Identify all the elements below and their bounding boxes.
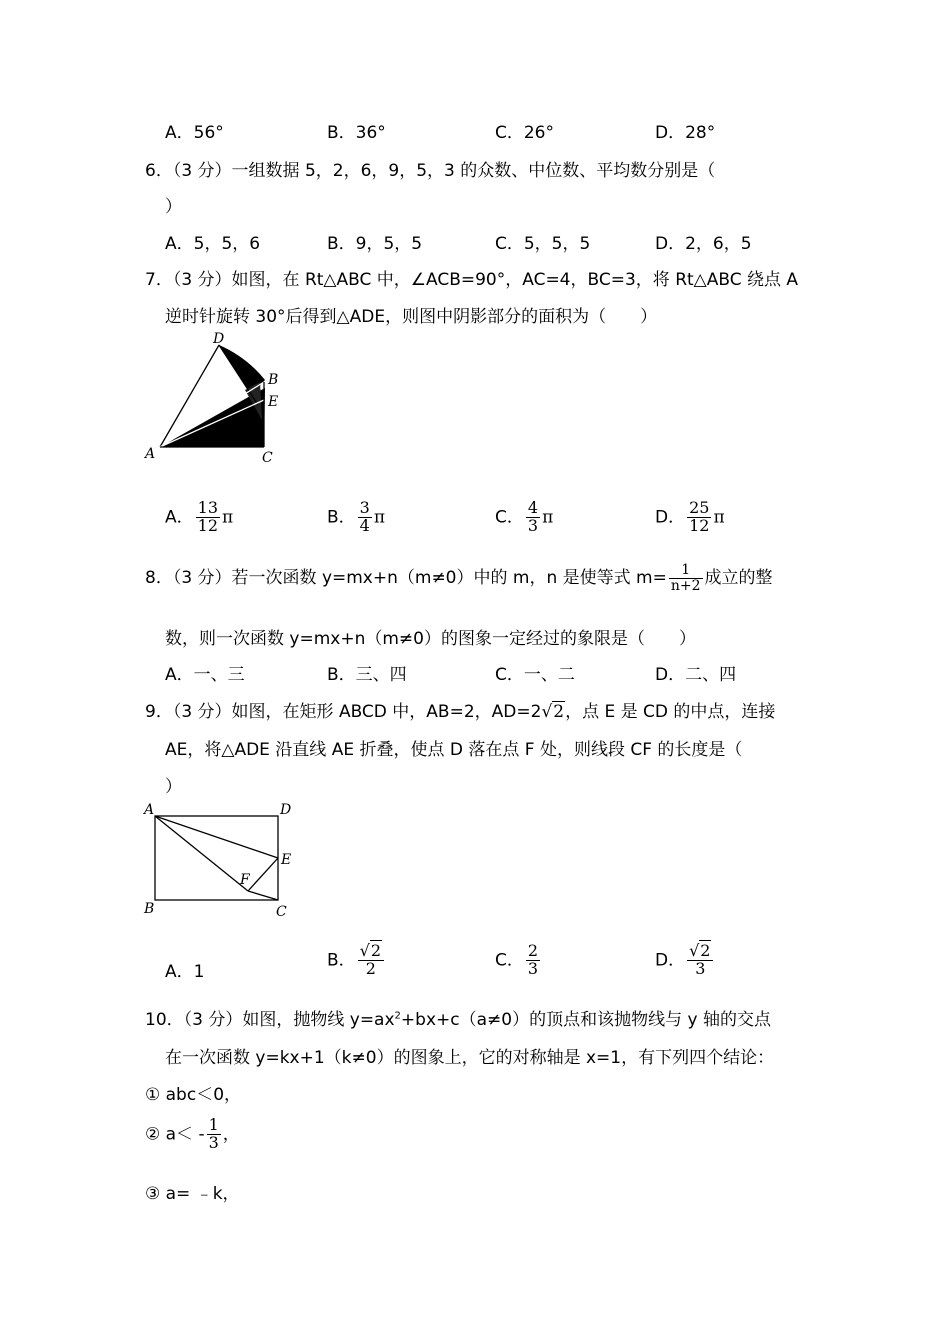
q9-label-a: A <box>144 802 155 818</box>
q9-stem-line1: 9．（3 分）如图，在矩形 ABCD 中，AB=2，AD=2√2，点 E 是 CD 的中点，连接 <box>145 702 776 722</box>
q7-stem-line1: 7．（3 分）如图，在 Rt△ABC 中，∠ACB=90°，AC=4，BC=3，将 Rt△ABC 绕点 A <box>145 270 799 290</box>
q10-stem-line1: 10．（3 分）如图，抛物线 $y=ax^2+bx+c(a\ne 0)$的顶点和该抛物线与 y 轴的交点 <box>145 1010 771 1030</box>
q7-option-d: D． $\frac{25}{12}$ π <box>655 498 725 535</box>
q9-label-b: B <box>144 901 155 917</box>
q8-stem-line1: 8．（3 分）若一次函数 y=mx+n（m≠0）中的 m，n 是使等式 m= $\frac{1}{n+2}$ 成立的整 <box>145 562 773 594</box>
q9-label-f: F <box>240 872 250 888</box>
q7-option-a: A． $\frac{13}{12}$ π <box>165 498 234 535</box>
q9-option-b: B． $\frac{√2}{2}$ <box>327 943 386 978</box>
q5-option-b: B．36° <box>327 123 386 143</box>
q7-stem-line2: 逆时针旋转 30°后得到△ADE，则图中阴影部分的面积为（ ） <box>165 307 658 327</box>
q9-label-c: C <box>276 904 287 920</box>
q9-option-c: C． $\frac{2}{3}$ <box>495 941 539 978</box>
q9-label-d: D <box>280 802 292 818</box>
q8-option-c: C．一、二 <box>495 665 575 685</box>
q9-option-a: A．1 <box>165 962 205 982</box>
q5-option-d: D．28° <box>655 123 716 143</box>
q5-option-c: C．26° <box>495 123 555 143</box>
q9-figure-rectangle <box>140 798 300 923</box>
q9-stem-line2: AE，将△ADE 沿直线 AE 折叠，使点 D 落在点 F 处，则线段 CF 的长度是（ <box>165 740 743 760</box>
q6-option-d: D．2，6，5 <box>655 234 752 254</box>
q8-stem-line2: 数，则一次函数 y=mx+n（m≠0）的图象一定经过的象限是（ ） <box>165 629 696 649</box>
q10-conclusion-2: ② a＜ - $\frac{1}{3}$ ， <box>145 1115 240 1152</box>
q10-conclusion-1: ① abc＜0， <box>145 1085 242 1105</box>
q7-option-c: C． $\frac{4}{3}$ π <box>495 498 554 535</box>
q5-option-a: A．56° <box>165 123 224 143</box>
q6-option-a: A．5，5，6 <box>165 234 261 254</box>
q10-stem-line2: 在一次函数 y=kx+1（k≠0）的图象上，它的对称轴是 x=1，有下列四个结论： <box>165 1048 775 1068</box>
q9-stem-line3: ） <box>165 777 182 797</box>
q10-conclusion-3: ③ a= ﹣k， <box>145 1184 240 1204</box>
q7-option-b: B． $\frac{3}{4}$ π <box>327 498 386 535</box>
q8-option-d: D．二、四 <box>655 665 737 685</box>
q8-option-a: A．一、三 <box>165 665 245 685</box>
q7-label-b: B <box>268 372 279 388</box>
q6-stem-line1: 6．（3 分）一组数据 5，2，6，9，5，3 的众数、中位数、平均数分别是（ <box>145 161 716 181</box>
q6-option-c: C．5，5，5 <box>495 234 591 254</box>
q7-label-d: D <box>213 331 225 347</box>
q8-option-b: B．三、四 <box>327 665 407 685</box>
q7-figure-rotated-triangle <box>140 330 290 470</box>
q6-stem-line2: ） <box>165 197 182 217</box>
q9-option-d: D． $\frac{√2}{3}$ <box>655 943 715 978</box>
q6-option-b: B．9，5，5 <box>327 234 423 254</box>
q7-label-c: C <box>262 450 273 466</box>
q9-label-e: E <box>281 852 292 868</box>
q7-label-a: A <box>145 446 156 462</box>
q7-label-e: E <box>268 394 279 410</box>
